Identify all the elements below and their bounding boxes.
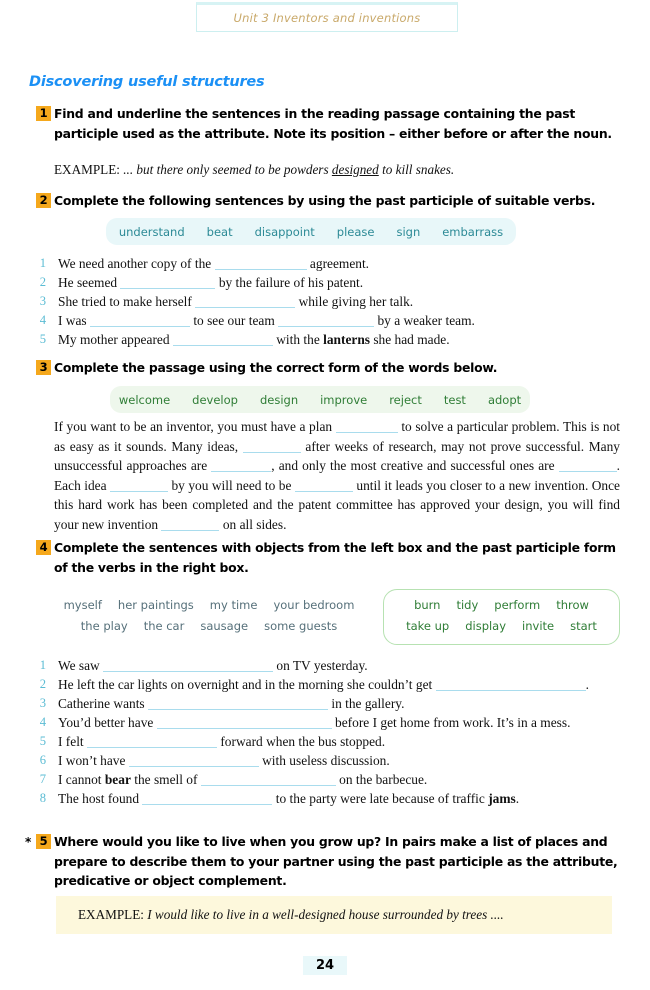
- word-bank-item: please: [336, 224, 375, 239]
- answer-blank[interactable]: [436, 678, 586, 691]
- answer-blank[interactable]: [211, 459, 271, 472]
- example-pre: ... but there only seemed to be powders: [119, 162, 332, 177]
- answer-blank[interactable]: [195, 295, 295, 308]
- word-bank-item: develop: [192, 392, 238, 407]
- list-item-number: 4: [39, 313, 46, 327]
- example-body: I would like to live in a well-designed house surrounded by trees ....: [143, 907, 504, 922]
- list-item-number: 7: [39, 772, 46, 786]
- exercise-3-passage: If you want to be an inventor, you must have a plan to solve a particular problem. This is not as easy as it sounds. Many ideas, after weeks of research, may not prove successful. Many unsuccessful approaches are , and only the most creative and successful ones are . Each idea by you will need to be until it leads you closer to a new invention. Once this hard work has been completed and the patent committee has approved your design, you will find your new invention on all sides.: [54, 419, 621, 532]
- unit-title: Unit 3 Inventors and inventions: [233, 11, 421, 25]
- object-bank-word: the play: [80, 619, 128, 633]
- verb-bank-word: invite: [522, 619, 555, 633]
- answer-blank[interactable]: [336, 420, 398, 433]
- list-item-number: 2: [39, 677, 46, 691]
- star-icon: *: [25, 835, 32, 849]
- word-bank-item: beat: [206, 224, 233, 239]
- exercise-2-instruction: Complete the following sentences by using the past participle of suitable verbs.: [54, 193, 596, 208]
- word-bank-item: improve: [320, 392, 368, 407]
- answer-blank[interactable]: [103, 659, 273, 672]
- list-item: 2 He seemed by the failure of his patent.: [34, 273, 614, 292]
- object-bank-word: your bedroom: [273, 598, 355, 612]
- list-item: 4 I was to see our team by a weaker team.: [34, 311, 614, 330]
- exercise-4-verb-box: [383, 589, 620, 645]
- exercise-2-word-bank: [106, 218, 516, 245]
- keyword: bear: [104, 772, 131, 787]
- list-item: 8 The host found to the party were late because of traffic jams.: [34, 789, 624, 808]
- answer-blank[interactable]: [201, 773, 336, 786]
- list-item-number: 3: [39, 696, 46, 710]
- list-item-number: 2: [39, 275, 46, 289]
- exercise-4-instruction-row: [0, 538, 650, 577]
- page-footer: [0, 955, 650, 976]
- answer-blank[interactable]: [120, 276, 215, 289]
- example-label: EXAMPLE:: [54, 162, 120, 177]
- answer-blank[interactable]: [148, 697, 328, 710]
- list-item: 5 I felt forward when the bus stopped.: [34, 732, 624, 751]
- verb-bank-word: throw: [556, 598, 589, 612]
- object-bank-word: some guests: [264, 619, 338, 633]
- exercise-5: [0, 832, 650, 891]
- exercise-5-example-box: [56, 896, 612, 934]
- object-bank-word: sausage: [200, 619, 249, 633]
- verb-bank-row: [384, 595, 619, 616]
- page-number: 24: [302, 955, 348, 976]
- page-title: Discovering useful structures: [29, 74, 265, 90]
- word-bank-item: disappoint: [254, 224, 315, 239]
- exercise-1-example: [54, 162, 454, 178]
- list-item: 7 I cannot bear the smell of on the barbecue.: [34, 770, 624, 789]
- exercise-number-badge-4: 4: [36, 540, 51, 555]
- running-header: [196, 2, 458, 32]
- word-bank-item: test: [443, 392, 466, 407]
- exercise-4: [0, 538, 650, 577]
- exercise-5-instruction: Where would you like to live when you grow up? In pairs make a list of places and prepare to describe them to your partner using the past participle as the attribute, predicative or object complement.: [54, 834, 618, 888]
- exercise-1: [0, 104, 650, 143]
- list-item-number: 8: [39, 791, 46, 805]
- exercise-3-word-bank: [110, 386, 530, 413]
- list-item: 2 He left the car lights on overnight and in the morning she couldn’t get .: [34, 675, 624, 694]
- list-item: 5 My mother appeared with the lanterns she had made.: [34, 330, 614, 349]
- verb-bank-word: perform: [494, 598, 541, 612]
- verb-bank-word: start: [570, 619, 597, 633]
- answer-blank[interactable]: [278, 314, 374, 327]
- answer-blank[interactable]: [87, 735, 217, 748]
- exercise-4-instruction: Complete the sentences with objects from the left box and the past participle form of the verbs in the right box.: [54, 540, 616, 575]
- verb-bank-word: tidy: [456, 598, 479, 612]
- exercise-2: [0, 191, 650, 211]
- exercise-number-badge-5: 5: [36, 834, 51, 849]
- answer-blank[interactable]: [295, 479, 353, 492]
- verb-bank-word: take up: [406, 619, 450, 633]
- word-bank-item: adopt: [487, 392, 522, 407]
- verb-bank-row: [384, 616, 619, 637]
- object-bank-row: [44, 595, 374, 616]
- word-bank-item: sign: [396, 224, 421, 239]
- list-item: 1 We saw on TV yesterday.: [34, 656, 624, 675]
- example-label: EXAMPLE:: [78, 907, 144, 922]
- exercise-1-instruction: Find and underline the sentences in the reading passage containing the past participle used as the attribute. Note its position – either before or after the noun.: [54, 106, 612, 141]
- exercise-4-sentence-list: [34, 656, 624, 808]
- answer-blank[interactable]: [559, 459, 617, 472]
- list-item: 3 Catherine wants in the gallery.: [34, 694, 624, 713]
- list-item: 3 She tried to make herself while giving her talk.: [34, 292, 614, 311]
- word-bank-item: welcome: [118, 392, 171, 407]
- object-bank-word: her paintings: [117, 598, 194, 612]
- list-item: 1 We need another copy of the agreement.: [34, 254, 614, 273]
- answer-blank[interactable]: [215, 257, 307, 270]
- word-bank-item: embarrass: [442, 224, 504, 239]
- answer-blank[interactable]: [129, 754, 259, 767]
- example-underlined-word: designed: [331, 162, 379, 177]
- answer-blank[interactable]: [142, 792, 272, 805]
- keyword: lanterns: [323, 332, 370, 347]
- answer-blank[interactable]: [110, 479, 168, 492]
- exercise-4-object-box: [44, 592, 374, 644]
- list-item: 4 You’d better have before I get home from work. It’s in a mess.: [34, 713, 624, 732]
- exercise-5-example-text: [56, 907, 504, 923]
- exercise-number-badge-2: 2: [36, 193, 51, 208]
- exercise-number-badge-3: 3: [36, 360, 51, 375]
- word-bank-item: understand: [118, 224, 185, 239]
- list-item-number: 1: [39, 658, 46, 672]
- answer-blank[interactable]: [161, 518, 219, 531]
- object-bank-row: [44, 616, 374, 637]
- exercise-number-badge-1: 1: [36, 106, 51, 121]
- answer-blank[interactable]: [157, 716, 332, 729]
- exercise-2-sentence-list: [34, 254, 614, 349]
- object-bank-word: the car: [143, 619, 185, 633]
- exercise-1-instruction-row: [0, 104, 650, 143]
- list-item-number: 1: [39, 256, 46, 270]
- word-bank-item: design: [259, 392, 299, 407]
- answer-blank[interactable]: [243, 440, 301, 453]
- list-item-number: 3: [39, 294, 46, 308]
- exercise-2-instruction-row: [0, 191, 650, 211]
- list-item-number: 5: [39, 734, 46, 748]
- object-bank-word: myself: [63, 598, 102, 612]
- exercise-5-instruction-row: [0, 832, 650, 891]
- exercise-3: [0, 358, 650, 378]
- object-bank-word: my time: [209, 598, 258, 612]
- list-item-number: 6: [39, 753, 46, 767]
- answer-blank[interactable]: [90, 314, 190, 327]
- word-bank-item: reject: [389, 392, 422, 407]
- verb-bank-word: display: [465, 619, 507, 633]
- list-item-number: 4: [39, 715, 46, 729]
- answer-blank[interactable]: [173, 333, 273, 346]
- exercise-3-instruction: Complete the passage using the correct form of the words below.: [54, 360, 498, 375]
- verb-bank-word: burn: [414, 598, 441, 612]
- list-item: 6 I won’t have with useless discussion.: [34, 751, 624, 770]
- example-post: to kill snakes.: [378, 162, 455, 177]
- keyword: jams: [488, 791, 516, 806]
- exercise-3-instruction-row: [0, 358, 650, 378]
- list-item-number: 5: [39, 332, 46, 346]
